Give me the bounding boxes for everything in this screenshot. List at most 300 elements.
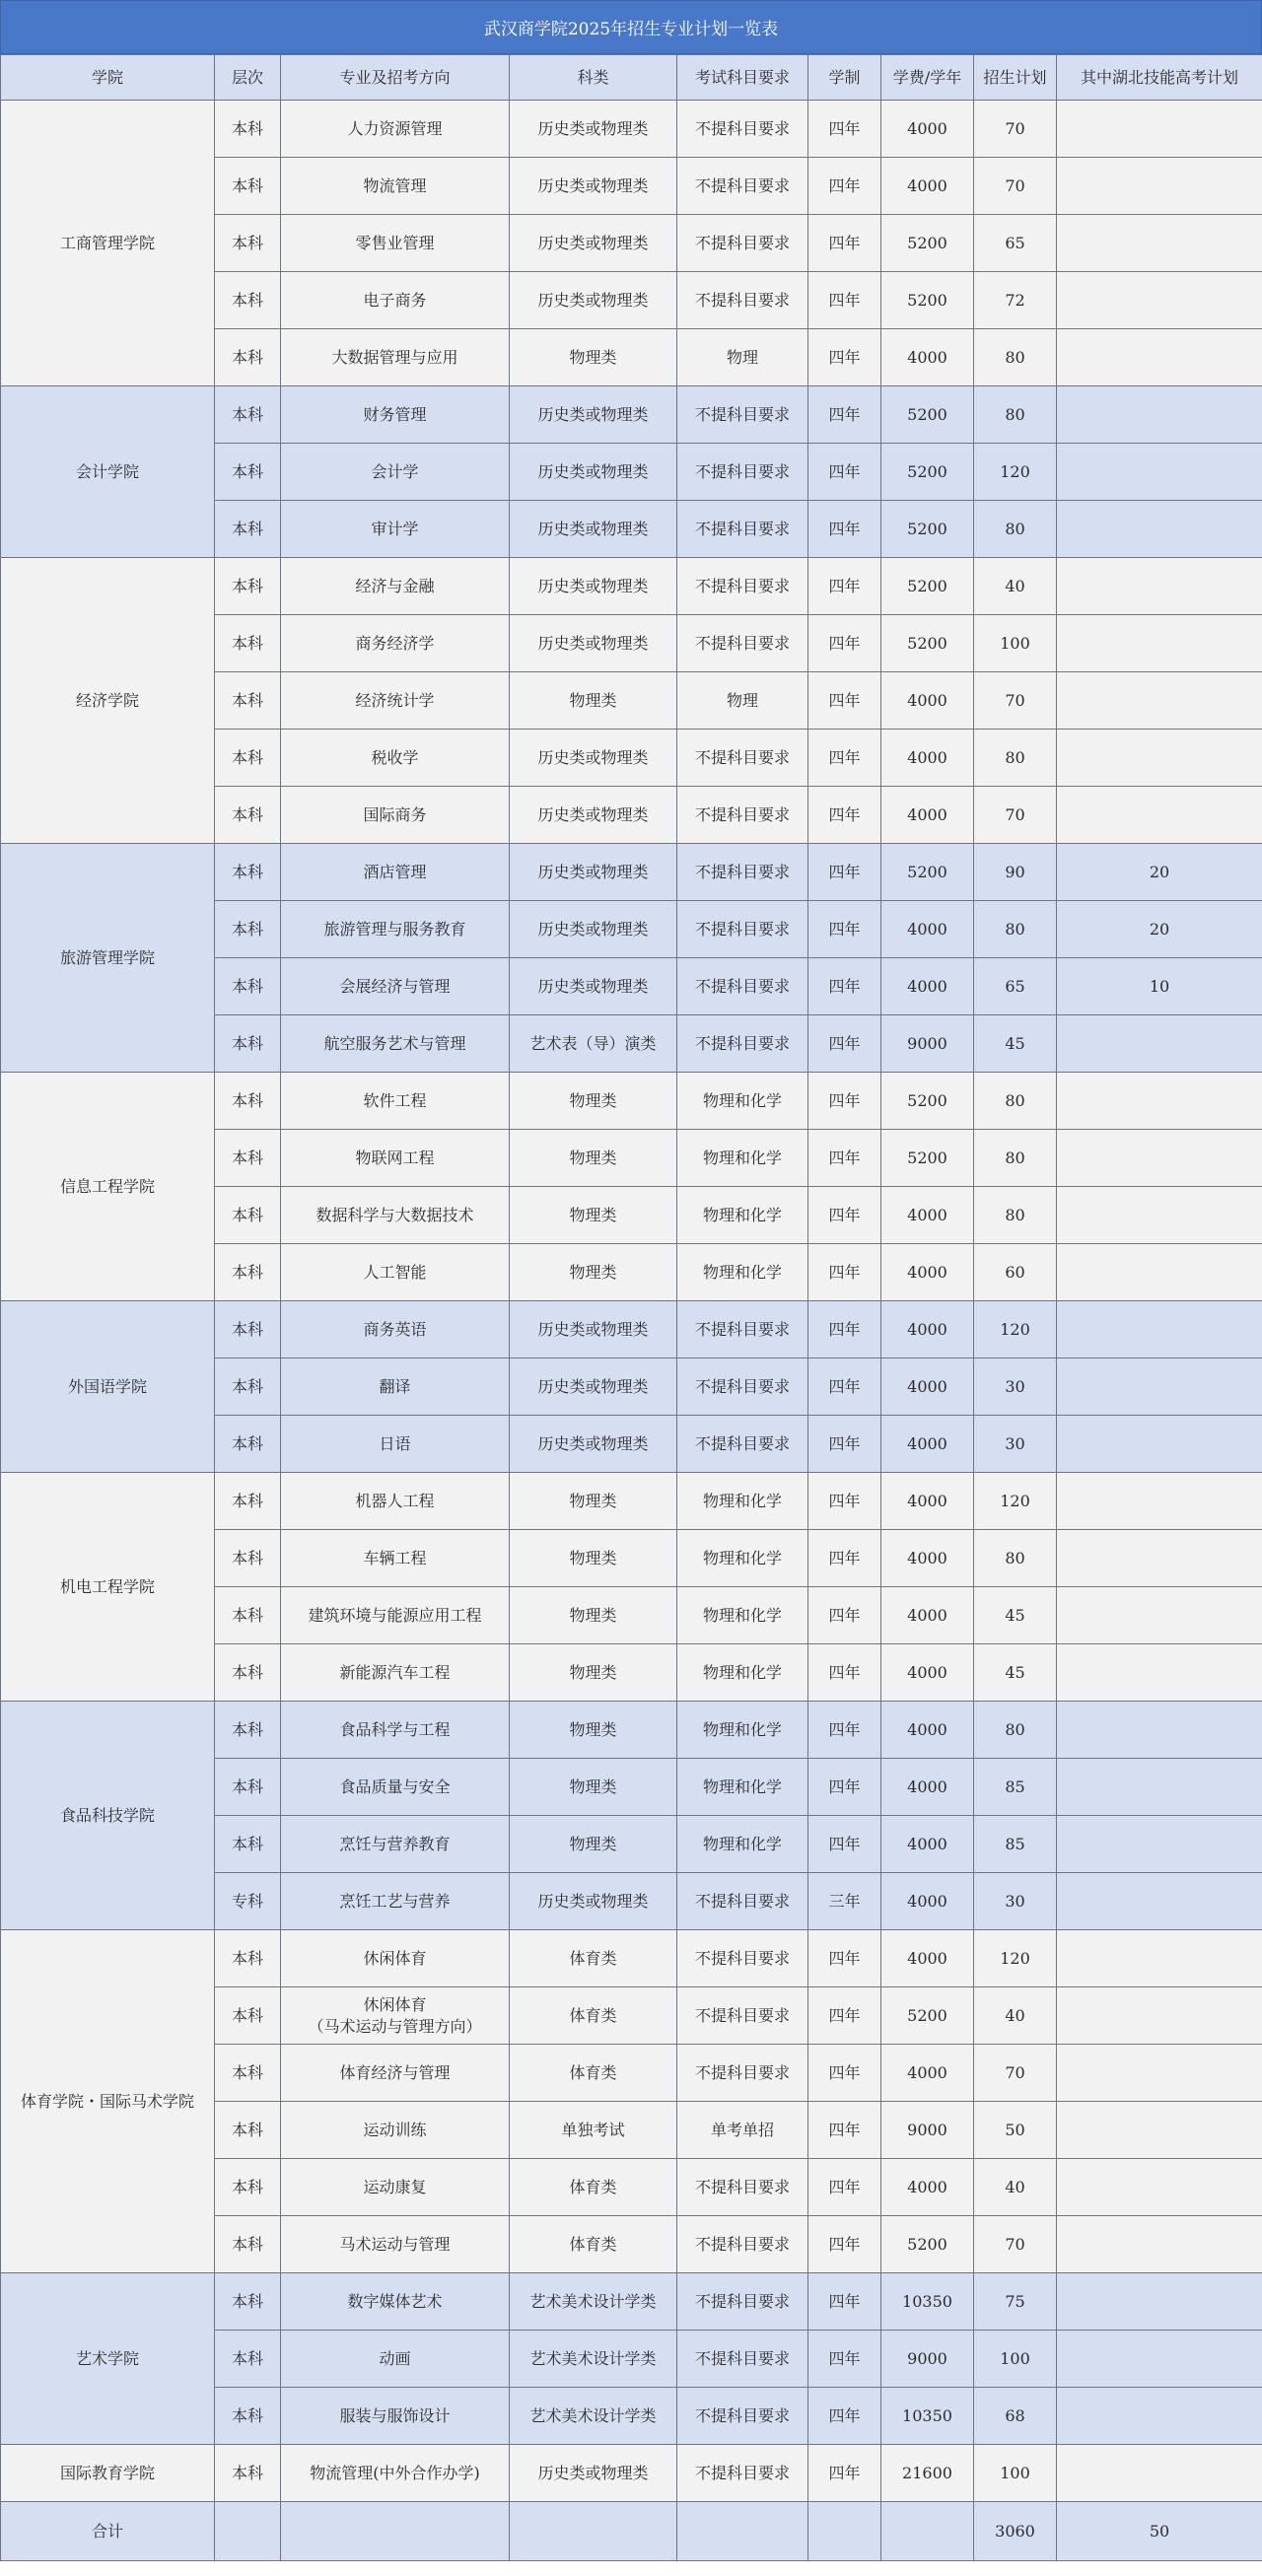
level-cell: 本科 [215,2045,281,2102]
plan-cell: 30 [974,1358,1057,1416]
major-cell: 数字媒体艺术 [281,2273,510,2331]
major-cell: 马术运动与管理 [281,2216,510,2273]
category-cell: 艺术美术设计学类 [510,2388,677,2445]
fee-cell: 4000 [881,2045,974,2102]
hubei-plan-cell [1057,1187,1262,1244]
fee-cell: 4000 [881,672,974,730]
category-cell: 艺术表（导）演类 [510,1015,677,1073]
fee-cell: 4000 [881,1930,974,1987]
duration-cell: 四年 [808,2273,881,2331]
level-cell: 本科 [215,844,281,901]
fee-cell: 4000 [881,1301,974,1358]
subjects-cell: 不提科目要求 [677,844,808,901]
subjects-cell: 不提科目要求 [677,787,808,844]
subjects-cell: 物理和化学 [677,1130,808,1187]
major-cell: 运动康复 [281,2159,510,2216]
duration-cell: 四年 [808,272,881,329]
fee-cell: 4000 [881,1187,974,1244]
plan-cell: 30 [974,1873,1057,1930]
fee-cell: 10350 [881,2273,974,2331]
table-row [1,386,1262,444]
subjects-cell: 物理和化学 [677,1816,808,1873]
level-cell: 本科 [215,2331,281,2388]
college-name-cell: 信息工程学院 [1,1073,215,1301]
plan-cell: 40 [974,558,1057,615]
hubei-plan-cell [1057,1416,1262,1473]
plan-cell: 80 [974,730,1057,787]
subjects-cell: 不提科目要求 [677,2388,808,2445]
college-name-cell: 工商管理学院 [1,101,215,386]
hubei-plan-cell [1057,1358,1262,1416]
category-cell: 物理类 [510,1530,677,1587]
plan-cell: 70 [974,787,1057,844]
major-cell: 人力资源管理 [281,101,510,158]
category-cell: 物理类 [510,672,677,730]
major-cell: 旅游管理与服务教育 [281,901,510,958]
fee-cell: 4000 [881,787,974,844]
plan-cell: 40 [974,2159,1057,2216]
plan-cell: 100 [974,2331,1057,2388]
level-cell: 本科 [215,1015,281,1073]
duration-cell: 四年 [808,1130,881,1187]
category-cell: 历史类或物理类 [510,272,677,329]
level-cell: 本科 [215,2445,281,2502]
subjects-cell: 不提科目要求 [677,158,808,215]
table-row [1,101,1262,158]
hubei-plan-cell [1057,558,1262,615]
level-cell: 本科 [215,215,281,272]
category-cell: 历史类或物理类 [510,958,677,1015]
category-cell: 历史类或物理类 [510,501,677,558]
duration-cell: 四年 [808,1930,881,1987]
major-cell: 软件工程 [281,1073,510,1130]
subjects-cell: 不提科目要求 [677,730,808,787]
major-cell: 物流管理(中外合作办学) [281,2445,510,2502]
category-cell: 历史类或物理类 [510,1873,677,1930]
fee-cell: 4000 [881,1816,974,1873]
major-cell: 电子商务 [281,272,510,329]
fee-cell: 5200 [881,1130,974,1187]
hubei-plan-cell [1057,2445,1262,2502]
fee-cell: 5200 [881,1987,974,2045]
hubei-plan-cell [1057,2102,1262,2159]
plan-cell: 70 [974,2045,1057,2102]
hubei-plan-cell [1057,101,1262,158]
plan-cell: 80 [974,1702,1057,1759]
duration-cell: 四年 [808,2445,881,2502]
level-cell: 本科 [215,1358,281,1416]
level-cell: 本科 [215,1301,281,1358]
plan-cell: 85 [974,1759,1057,1816]
fee-cell: 10350 [881,2388,974,2445]
fee-cell: 4000 [881,730,974,787]
fee-cell: 4000 [881,1644,974,1702]
category-cell: 历史类或物理类 [510,730,677,787]
fee-cell: 5200 [881,2216,974,2273]
category-cell: 历史类或物理类 [510,158,677,215]
duration-cell: 四年 [808,1530,881,1587]
college-name-cell: 体育学院・国际马术学院 [1,1930,215,2273]
category-cell: 历史类或物理类 [510,2445,677,2502]
header-plan: 招生计划 [974,55,1057,101]
major-cell: 翻译 [281,1358,510,1416]
category-cell: 体育类 [510,1987,677,2045]
duration-cell: 四年 [808,1644,881,1702]
plan-cell: 80 [974,329,1057,386]
level-cell: 本科 [215,329,281,386]
subjects-cell: 物理和化学 [677,1187,808,1244]
major-cell: 日语 [281,1416,510,1473]
level-cell: 本科 [215,1130,281,1187]
total-row [1,2502,1262,2561]
subjects-cell: 不提科目要求 [677,2045,808,2102]
subjects-cell: 物理和化学 [677,1644,808,1702]
category-cell: 物理类 [510,1187,677,1244]
hubei-plan-cell [1057,1816,1262,1873]
category-cell: 历史类或物理类 [510,1301,677,1358]
level-cell: 本科 [215,2216,281,2273]
duration-cell: 四年 [808,1015,881,1073]
subjects-cell: 不提科目要求 [677,2331,808,2388]
duration-cell: 四年 [808,2102,881,2159]
hubei-plan-cell [1057,444,1262,501]
subjects-cell: 不提科目要求 [677,386,808,444]
level-cell: 本科 [215,2159,281,2216]
subjects-cell: 物理和化学 [677,1702,808,1759]
plan-cell: 65 [974,215,1057,272]
fee-cell: 5200 [881,1073,974,1130]
duration-cell: 四年 [808,901,881,958]
header-fee: 学费/学年 [881,55,974,101]
subjects-cell: 不提科目要求 [677,958,808,1015]
level-cell: 本科 [215,2388,281,2445]
subjects-cell: 物理 [677,672,808,730]
plan-cell: 120 [974,1473,1057,1530]
college-name-cell: 会计学院 [1,386,215,558]
hubei-plan-cell [1057,501,1262,558]
duration-cell: 四年 [808,1416,881,1473]
plan-cell: 65 [974,958,1057,1015]
duration-cell: 四年 [808,2331,881,2388]
major-cell: 物联网工程 [281,1130,510,1187]
plan-cell: 120 [974,1930,1057,1987]
major-cell: 财务管理 [281,386,510,444]
category-cell: 历史类或物理类 [510,558,677,615]
table-row [1,558,1262,615]
category-cell: 物理类 [510,329,677,386]
college-name-cell: 机电工程学院 [1,1473,215,1702]
category-cell: 历史类或物理类 [510,844,677,901]
major-cell: 数据科学与大数据技术 [281,1187,510,1244]
duration-cell: 四年 [808,1587,881,1644]
fee-cell: 5200 [881,501,974,558]
subjects-cell: 不提科目要求 [677,1987,808,2045]
level-cell: 本科 [215,1816,281,1873]
total-label-cell: 合计 [1,2502,215,2561]
major-cell: 会展经济与管理 [281,958,510,1015]
level-cell: 本科 [215,501,281,558]
fee-cell: 4000 [881,1873,974,1930]
fee-cell: 4000 [881,958,974,1015]
level-cell: 本科 [215,787,281,844]
subjects-cell: 不提科目要求 [677,1873,808,1930]
category-cell: 历史类或物理类 [510,1416,677,1473]
major-cell: 国际商务 [281,787,510,844]
header-hubei-plan: 其中湖北技能高考计划 [1057,55,1262,101]
admission-plan-table [0,54,1262,2561]
fee-cell: 4000 [881,158,974,215]
duration-cell: 三年 [808,1873,881,1930]
plan-cell: 80 [974,1187,1057,1244]
major-cell: 税收学 [281,730,510,787]
category-cell: 历史类或物理类 [510,444,677,501]
hubei-plan-cell [1057,1987,1262,2045]
level-cell: 本科 [215,672,281,730]
hubei-plan-cell [1057,1873,1262,1930]
hubei-plan-cell [1057,1130,1262,1187]
hubei-plan-cell [1057,1530,1262,1587]
subjects-cell: 不提科目要求 [677,2445,808,2502]
fee-cell: 5200 [881,215,974,272]
subjects-cell: 物理和化学 [677,1073,808,1130]
category-cell: 单独考试 [510,2102,677,2159]
category-cell: 历史类或物理类 [510,615,677,672]
subjects-cell: 不提科目要求 [677,215,808,272]
plan-cell: 70 [974,158,1057,215]
total-category-cell [510,2502,677,2561]
plan-cell: 70 [974,672,1057,730]
table-row [1,1702,1262,1759]
major-cell: 新能源汽车工程 [281,1644,510,1702]
major-cell: 大数据管理与应用 [281,329,510,386]
category-cell: 艺术美术设计学类 [510,2331,677,2388]
header-subjects: 考试科目要求 [677,55,808,101]
plan-cell: 40 [974,1987,1057,2045]
duration-cell: 四年 [808,1244,881,1301]
major-cell: 食品质量与安全 [281,1759,510,1816]
hubei-plan-cell [1057,2273,1262,2331]
duration-cell: 四年 [808,1702,881,1759]
fee-cell: 4000 [881,1358,974,1416]
total-fee-cell [881,2502,974,2561]
plan-cell: 80 [974,1530,1057,1587]
category-cell: 体育类 [510,2045,677,2102]
category-cell: 物理类 [510,1702,677,1759]
category-cell: 物理类 [510,1073,677,1130]
subjects-cell: 不提科目要求 [677,101,808,158]
category-cell: 历史类或物理类 [510,1358,677,1416]
duration-cell: 四年 [808,2216,881,2273]
major-cell: 商务经济学 [281,615,510,672]
total-duration-cell [808,2502,881,2561]
major-cell: 休闲体育 [281,1930,510,1987]
fee-cell: 4000 [881,1759,974,1816]
fee-cell: 4000 [881,901,974,958]
major-cell: 酒店管理 [281,844,510,901]
header-level: 层次 [215,55,281,101]
hubei-plan-cell [1057,1073,1262,1130]
subjects-cell: 不提科目要求 [677,2159,808,2216]
plan-cell: 80 [974,901,1057,958]
level-cell: 专科 [215,1873,281,1930]
subjects-cell: 不提科目要求 [677,1301,808,1358]
duration-cell: 四年 [808,501,881,558]
hubei-plan-cell [1057,386,1262,444]
subjects-cell: 物理和化学 [677,1587,808,1644]
plan-cell: 70 [974,101,1057,158]
level-cell: 本科 [215,2102,281,2159]
fee-cell: 5200 [881,272,974,329]
hubei-plan-cell [1057,1587,1262,1644]
major-cell: 烹饪工艺与营养 [281,1873,510,1930]
plan-cell: 30 [974,1416,1057,1473]
level-cell: 本科 [215,958,281,1015]
subjects-cell: 不提科目要求 [677,272,808,329]
plan-cell: 120 [974,1301,1057,1358]
subjects-cell: 不提科目要求 [677,1015,808,1073]
subjects-cell: 不提科目要求 [677,558,808,615]
subjects-cell: 不提科目要求 [677,1416,808,1473]
subjects-cell: 单考单招 [677,2102,808,2159]
duration-cell: 四年 [808,1301,881,1358]
duration-cell: 四年 [808,1358,881,1416]
plan-cell: 80 [974,501,1057,558]
major-cell: 经济统计学 [281,672,510,730]
level-cell: 本科 [215,1930,281,1987]
duration-cell: 四年 [808,444,881,501]
level-cell: 本科 [215,558,281,615]
hubei-plan-cell: 20 [1057,844,1262,901]
duration-cell: 四年 [808,1187,881,1244]
duration-cell: 四年 [808,558,881,615]
hubei-plan-cell [1057,2388,1262,2445]
fee-cell: 4000 [881,1587,974,1644]
fee-cell: 4000 [881,1244,974,1301]
plan-cell: 45 [974,1587,1057,1644]
fee-cell: 5200 [881,386,974,444]
level-cell: 本科 [215,444,281,501]
category-cell: 物理类 [510,1587,677,1644]
fee-cell: 9000 [881,2331,974,2388]
plan-cell: 80 [974,1130,1057,1187]
plan-cell: 50 [974,2102,1057,2159]
fee-cell: 5200 [881,558,974,615]
subjects-cell: 物理和化学 [677,1530,808,1587]
category-cell: 艺术美术设计学类 [510,2273,677,2331]
header-row [1,55,1262,101]
total-level-cell [215,2502,281,2561]
category-cell: 物理类 [510,1644,677,1702]
subjects-cell: 不提科目要求 [677,2273,808,2331]
hubei-plan-cell [1057,787,1262,844]
hubei-plan-cell [1057,1644,1262,1702]
hubei-plan-cell: 10 [1057,958,1262,1015]
category-cell: 历史类或物理类 [510,386,677,444]
major-cell: 服装与服饰设计 [281,2388,510,2445]
hubei-plan-cell [1057,1930,1262,1987]
category-cell: 物理类 [510,1244,677,1301]
total-major-cell [281,2502,510,2561]
category-cell: 历史类或物理类 [510,901,677,958]
table-row [1,844,1262,901]
hubei-plan-cell [1057,215,1262,272]
category-cell: 物理类 [510,1130,677,1187]
level-cell: 本科 [215,386,281,444]
plan-cell: 72 [974,272,1057,329]
major-cell: 车辆工程 [281,1530,510,1587]
duration-cell: 四年 [808,2388,881,2445]
major-cell: 烹饪与营养教育 [281,1816,510,1873]
level-cell: 本科 [215,730,281,787]
major-cell: 食品科学与工程 [281,1702,510,1759]
fee-cell: 5200 [881,444,974,501]
level-cell: 本科 [215,1187,281,1244]
major-cell: 审计学 [281,501,510,558]
hubei-plan-cell [1057,272,1262,329]
hubei-plan-cell [1057,1473,1262,1530]
level-cell: 本科 [215,158,281,215]
duration-cell: 四年 [808,615,881,672]
level-cell: 本科 [215,1759,281,1816]
plan-cell: 85 [974,1816,1057,1873]
subjects-cell: 不提科目要求 [677,2216,808,2273]
level-cell: 本科 [215,1987,281,2045]
fee-cell: 4000 [881,2159,974,2216]
level-cell: 本科 [215,615,281,672]
hubei-plan-cell [1057,1759,1262,1816]
college-name-cell: 经济学院 [1,558,215,844]
major-cell: 建筑环境与能源应用工程 [281,1587,510,1644]
level-cell: 本科 [215,1644,281,1702]
total-plan-cell: 3060 [974,2502,1057,2561]
table-row [1,1473,1262,1530]
total-hubei-plan-cell: 50 [1057,2502,1262,2561]
subjects-cell: 物理 [677,329,808,386]
header-category: 科类 [510,55,677,101]
plan-cell: 70 [974,2216,1057,2273]
duration-cell: 四年 [808,329,881,386]
level-cell: 本科 [215,2273,281,2331]
category-cell: 物理类 [510,1816,677,1873]
level-cell: 本科 [215,272,281,329]
major-cell: 航空服务艺术与管理 [281,1015,510,1073]
duration-cell: 四年 [808,1473,881,1530]
duration-cell: 四年 [808,1987,881,2045]
level-cell: 本科 [215,1073,281,1130]
table-row [1,2273,1262,2331]
plan-cell: 45 [974,1644,1057,1702]
subjects-cell: 物理和化学 [677,1244,808,1301]
fee-cell: 5200 [881,844,974,901]
duration-cell: 四年 [808,158,881,215]
major-cell: 商务英语 [281,1301,510,1358]
plan-cell: 90 [974,844,1057,901]
table-row [1,1073,1262,1130]
hubei-plan-cell [1057,1702,1262,1759]
table-title: 武汉商学院2025年招生专业计划一览表 [0,0,1262,54]
fee-cell: 9000 [881,2102,974,2159]
hubei-plan-cell [1057,2159,1262,2216]
subjects-cell: 物理和化学 [677,1759,808,1816]
hubei-plan-cell [1057,730,1262,787]
subjects-cell: 物理和化学 [677,1473,808,1530]
duration-cell: 四年 [808,787,881,844]
header-college: 学院 [1,55,215,101]
fee-cell: 4000 [881,1530,974,1587]
fee-cell: 4000 [881,1416,974,1473]
college-name-cell: 艺术学院 [1,2273,215,2445]
hubei-plan-cell [1057,2331,1262,2388]
